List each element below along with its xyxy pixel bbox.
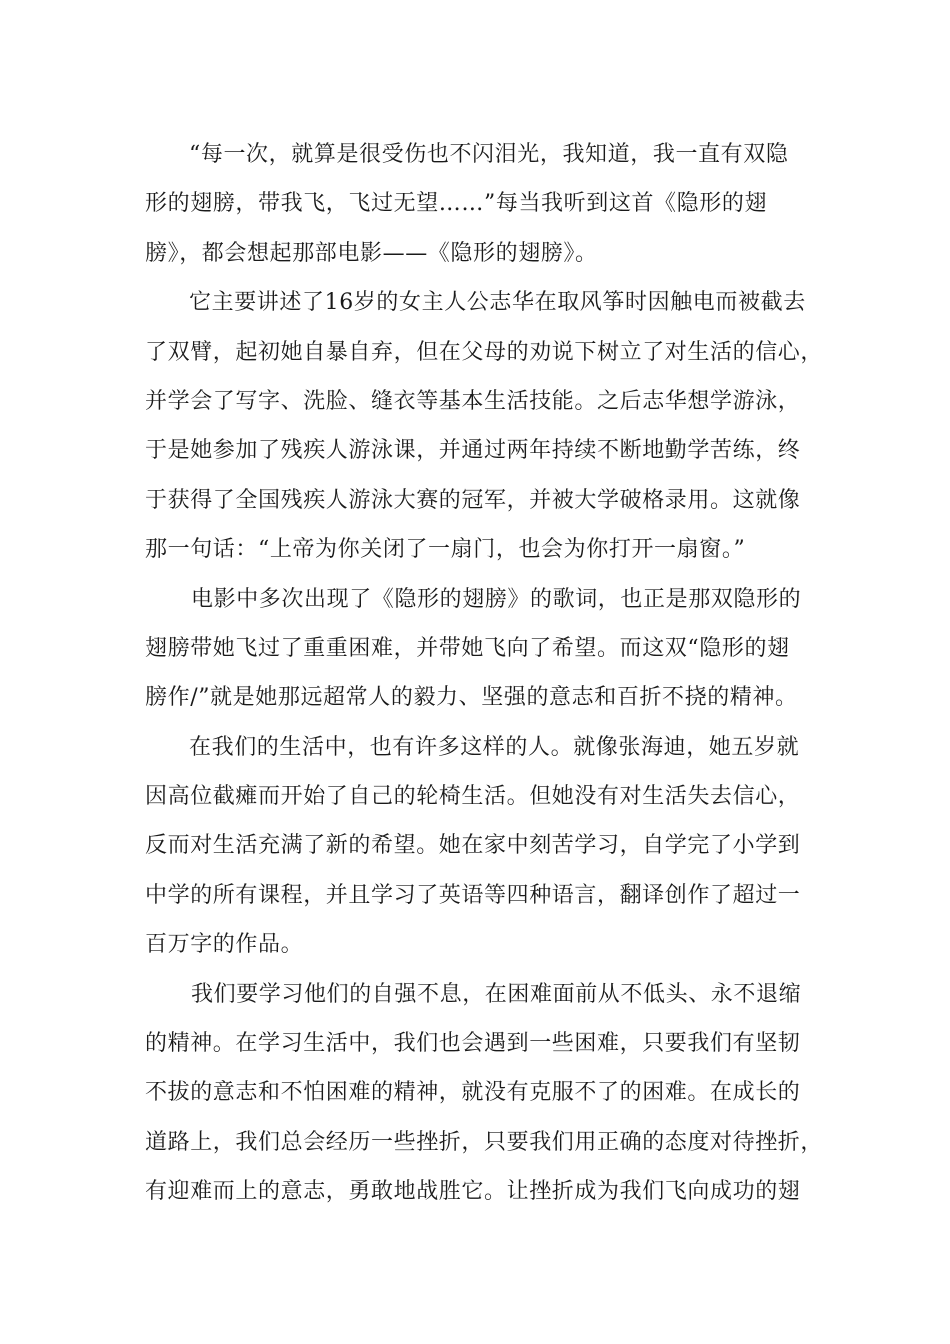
paragraph-line: 膀》，都会想起那部电影——《隐形的翅膀》。 — [145, 240, 598, 266]
paragraph-line: 了双臂，起初她自暴自弃，但在父母的劝说下树立了对生活的信心， — [145, 339, 824, 365]
paragraph-line: 百万字的作品。 — [145, 932, 304, 958]
paragraph-line: 于获得了全国残疾人游泳大赛的冠军，并被大学破格录用。这就像 — [145, 487, 801, 513]
paragraph-line: 并学会了写字、洗脸、缝衣等基本生活技能。之后志华想学游泳， — [145, 388, 801, 414]
paragraph-line: 道路上，我们总会经历一些挫折，只要我们用正确的态度对待挫折， — [145, 1129, 824, 1155]
paragraph-4 — [145, 723, 827, 970]
paragraph-3 — [145, 575, 827, 723]
paragraph-line: 形的翅膀，带我飞，飞过无望……”每当我听到这首《隐形的翅 — [145, 191, 768, 217]
paragraph-line: 它主要讲述了16岁的女主人公志华在取风筝时因触电而被截去 — [189, 290, 806, 316]
paragraph-1 — [145, 130, 827, 278]
paragraph-line: 电影中多次出现了《隐形的翅膀》的歌词，也正是那双隐形的 — [191, 586, 802, 612]
paragraph-line: 膀作/”就是她那远超常人的毅力、坚强的意志和百折不挠的精神。 — [145, 685, 798, 711]
paragraph-line: “每一次，就算是很受伤也不闪泪光，我知道，我一直有双隐 — [189, 142, 789, 167]
paragraph-line: 那一句话：“上帝为你关闭了一扇门，也会为你打开一扇窗。” — [145, 537, 746, 563]
paragraph-line: 中学的所有课程，并且学习了英语等四种语言，翻译创作了超过一 — [145, 882, 801, 908]
paragraph-line: 反而对生活充满了新的希望。她在家中刻苦学习，自学完了小学到 — [145, 833, 801, 859]
paragraph-line: 于是她参加了残疾人游泳课，并通过两年持续不断地勤学苦练，终 — [145, 438, 801, 464]
paragraph-line: 因高位截瘫而开始了自己的轮椅生活。但她没有对生活失去信心， — [145, 784, 801, 810]
paragraph-2 — [145, 278, 827, 574]
paragraph-5 — [145, 970, 827, 1217]
paragraph-line: 翅膀带她飞过了重重困难，并带她飞向了希望。而这双“隐形的翅 — [145, 635, 790, 661]
paragraph-line: 在我们的生活中，也有许多这样的人。就像张海迪，她五岁就 — [189, 734, 800, 760]
paragraph-line: 的精神。在学习生活中，我们也会遇到一些困难，只要我们有坚韧 — [145, 1031, 801, 1057]
paragraph-line: 有迎难而上的意志，勇敢地战胜它。让挫折成为我们飞向成功的翅 — [145, 1179, 801, 1205]
paragraph-line: 我们要学习他们的自强不息，在困难面前从不低头、永不退缩 — [191, 981, 802, 1007]
paragraph-line: 不拔的意志和不怕困难的精神，就没有克服不了的困难。在成长的 — [145, 1080, 801, 1106]
essay-body — [145, 130, 827, 1217]
